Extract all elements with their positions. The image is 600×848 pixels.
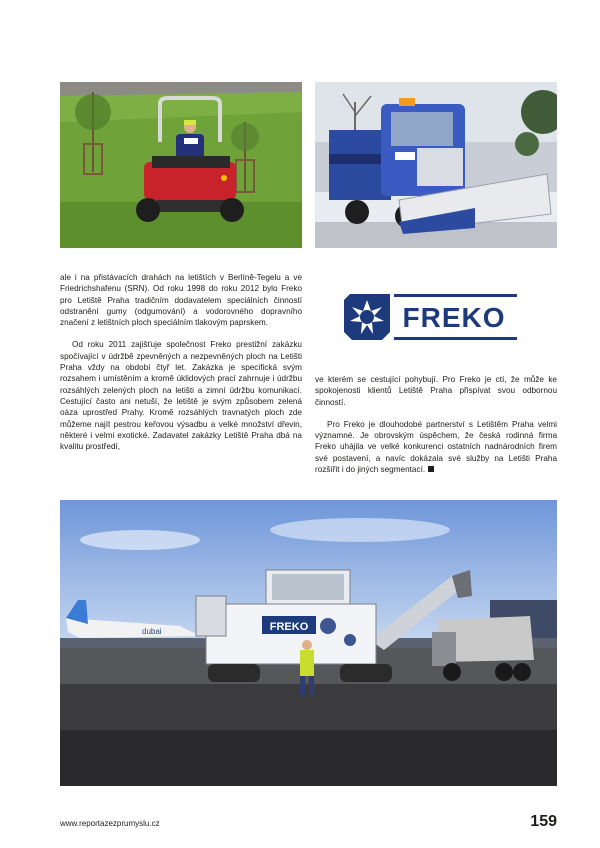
footer-url[interactable]: www.reportazezprumyslu.cz bbox=[60, 819, 160, 828]
article-paragraph-3: ve kterém se cestující pohybují. Pro Freko je ctí, že může ke spokojenosti klientů Letiště Praha přispívat svou odbornou činností. bbox=[315, 375, 557, 407]
freko-logo bbox=[344, 294, 517, 340]
photo-lawn-mower bbox=[60, 82, 302, 248]
article-paragraph-4-text: Pro Freko je dlouhodobé partnerství s Letištěm Praha velmi významné. Je obrovským úspěchem, že česká rodinná firma Freko uhájila ve velké konkurenci ostatních nadnárodních firem své postavení, a navíc dokázala své služby na Letišti Praha rozšířit i do jiných segmentací. bbox=[315, 419, 557, 475]
page-number: 159 bbox=[530, 813, 557, 830]
article-column-right bbox=[315, 374, 557, 475]
article-paragraph-4 bbox=[315, 419, 557, 475]
end-mark bbox=[428, 466, 434, 472]
article-paragraph-1: ale i na přistávacích drahách na letištích v Berlíně-Tegelu a ve Friedrichshafenu (SRN). Od roku 1998 do roku 2012 bylo Freko pro Letiště Praha tradičním dodavatelem speciálních činností odstranění gumy (odgumování) a vodorovného dopravního značení z letištních ploch speciálním tlakovým paprskem. bbox=[60, 273, 302, 328]
article-paragraph-2: Od roku 2011 zajišťuje společnost Freko prestižní zakázku spočívající v údržbě zpevněných a nezpevněných ploch na Letišti Praha vždy na období čtyř let. Zakázka je specifická svým rozsahem i umístěním a kromě úklidových prací zahrnuje i údržbu rozsáhlých zelených ploch na letišti a zimní údržbu komunikací. Cestující často ani netuší, že letiště je svým způsobem zelená oáza uprostřed Prahy. Kromě rozsáhlých travnatých ploch zde můžeme najít pestrou keřovou výsadbu a velké množství dřevin, některé i velmi exotické. Zadavatel zakázky Letiště Praha dbá na kvalitu prostředí, bbox=[60, 340, 302, 452]
photo-milling-machine bbox=[60, 500, 557, 786]
logo-wordmark: FREKO bbox=[402, 302, 506, 333]
photo-snow-plow-truck bbox=[315, 82, 557, 248]
article-column-left bbox=[60, 272, 302, 452]
aircraft-livery: dubai bbox=[142, 627, 162, 636]
machine-badge: FREKO bbox=[269, 621, 309, 633]
